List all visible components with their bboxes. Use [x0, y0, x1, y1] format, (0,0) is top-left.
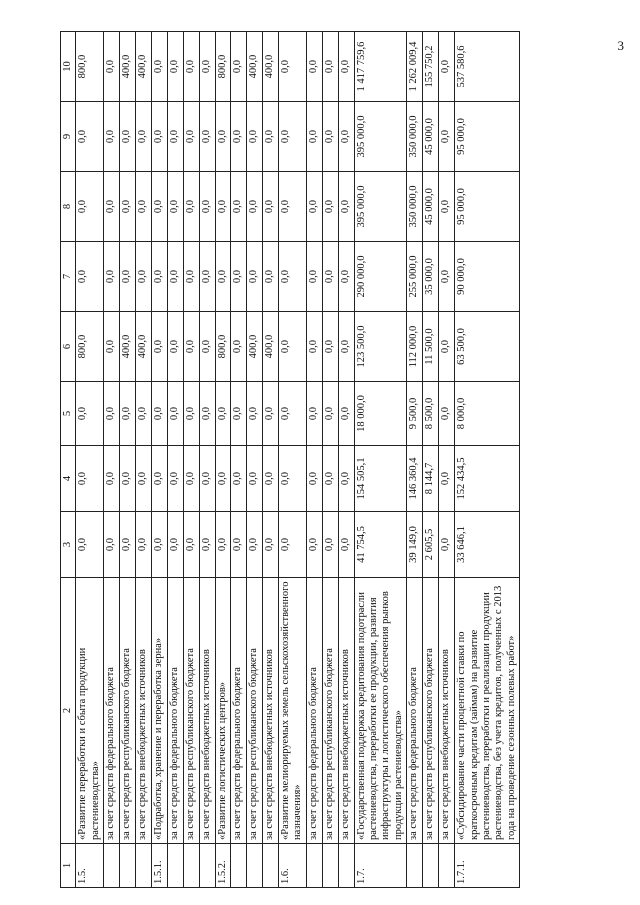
- value-cell: 0,0: [246, 172, 262, 242]
- value-cell: 45 000,0: [423, 102, 439, 172]
- row-number: [136, 844, 152, 888]
- value-cell: 0,0: [199, 312, 215, 382]
- table-row-source: [246, 32, 262, 888]
- table-row-source: [338, 32, 354, 888]
- value-cell: 0,0: [183, 382, 199, 446]
- table-row-source: [104, 32, 120, 888]
- value-cell: 0,0: [338, 512, 354, 578]
- value-cell: 2 605,5: [423, 512, 439, 578]
- header-cell: 3: [61, 512, 76, 578]
- row-name: «Государственная поддержка кредитования подотрасли растениеводства, переработки ее продукции, развития инфраструктуры и логистического обеспечения рынков продукции растениеводства»: [354, 578, 407, 844]
- value-cell: 0,0: [215, 446, 230, 512]
- value-cell: 0,0: [76, 242, 104, 312]
- row-number: [407, 844, 423, 888]
- value-cell: 350 000,0: [407, 102, 423, 172]
- value-cell: 0,0: [278, 32, 306, 102]
- value-cell: 0,0: [167, 102, 183, 172]
- row-name: «Подработка, хранение и переработка зерна»: [152, 578, 167, 844]
- row-name: «Развитие мелиорируемых земель сельскохозяйственного назначения»: [278, 578, 306, 844]
- value-cell: 0,0: [104, 242, 120, 312]
- value-cell: 0,0: [152, 102, 167, 172]
- value-cell: 0,0: [246, 446, 262, 512]
- row-name: за счет средств федерального бюджета: [306, 578, 322, 844]
- row-name: за счет средств республиканского бюджета: [322, 578, 338, 844]
- value-cell: 0,0: [152, 512, 167, 578]
- value-cell: 8 144,7: [423, 446, 439, 512]
- value-cell: 400,0: [246, 32, 262, 102]
- header-cell: 9: [61, 102, 76, 172]
- value-cell: 0,0: [183, 242, 199, 312]
- value-cell: 400,0: [262, 312, 278, 382]
- value-cell: 0,0: [262, 446, 278, 512]
- row-number: [104, 844, 120, 888]
- table-row-source: [407, 32, 423, 888]
- value-cell: 0,0: [76, 382, 104, 446]
- value-cell: 0,0: [183, 446, 199, 512]
- value-cell: 0,0: [338, 446, 354, 512]
- row-name: за счет средств внебюджетных источников: [338, 578, 354, 844]
- value-cell: 41 754,5: [354, 512, 407, 578]
- value-cell: 0,0: [120, 242, 136, 312]
- row-name: за счет средств внебюджетных источников: [262, 578, 278, 844]
- value-cell: 0,0: [278, 382, 306, 446]
- value-cell: 0,0: [136, 382, 152, 446]
- row-number: 1.6.: [278, 844, 306, 888]
- row-name: за счет средств внебюджетных источников: [136, 578, 152, 844]
- value-cell: 8 000,0: [455, 382, 520, 446]
- value-cell: 0,0: [306, 446, 322, 512]
- value-cell: 800,0: [215, 312, 230, 382]
- value-cell: 0,0: [246, 382, 262, 446]
- value-cell: 0,0: [183, 102, 199, 172]
- value-cell: 0,0: [199, 446, 215, 512]
- value-cell: 1 417 759,6: [354, 32, 407, 102]
- value-cell: 0,0: [322, 172, 338, 242]
- value-cell: 0,0: [167, 512, 183, 578]
- row-name: за счет средств федерального бюджета: [167, 578, 183, 844]
- value-cell: 154 505,1: [354, 446, 407, 512]
- value-cell: 0,0: [230, 102, 246, 172]
- value-cell: 0,0: [167, 32, 183, 102]
- value-cell: 0,0: [306, 512, 322, 578]
- value-cell: 0,0: [120, 446, 136, 512]
- value-cell: 400,0: [246, 312, 262, 382]
- page-number: 3: [617, 38, 624, 53]
- value-cell: 0,0: [230, 512, 246, 578]
- row-number: [246, 844, 262, 888]
- row-number: [230, 844, 246, 888]
- value-cell: 800,0: [76, 312, 104, 382]
- rotated-document-area: [60, 32, 600, 888]
- header-cell: 1: [61, 844, 76, 888]
- value-cell: 0,0: [199, 172, 215, 242]
- budget-table: [60, 31, 520, 888]
- value-cell: 0,0: [230, 242, 246, 312]
- value-cell: 0,0: [306, 102, 322, 172]
- value-cell: 0,0: [152, 382, 167, 446]
- value-cell: 0,0: [278, 242, 306, 312]
- table-row-source: [183, 32, 199, 888]
- value-cell: 0,0: [136, 446, 152, 512]
- table-row-source: [322, 32, 338, 888]
- value-cell: 0,0: [322, 382, 338, 446]
- table-row-source: [230, 32, 246, 888]
- value-cell: 0,0: [230, 312, 246, 382]
- value-cell: 0,0: [167, 242, 183, 312]
- value-cell: 0,0: [439, 382, 455, 446]
- value-cell: 0,0: [322, 512, 338, 578]
- value-cell: 400,0: [262, 32, 278, 102]
- value-cell: 0,0: [439, 312, 455, 382]
- table-row-source: [136, 32, 152, 888]
- value-cell: 0,0: [199, 32, 215, 102]
- value-cell: 112 000,0: [407, 312, 423, 382]
- value-cell: 0,0: [230, 382, 246, 446]
- table-row-source: [120, 32, 136, 888]
- value-cell: 0,0: [104, 32, 120, 102]
- value-cell: 0,0: [76, 172, 104, 242]
- row-number: 1.7.: [354, 844, 407, 888]
- value-cell: 0,0: [152, 312, 167, 382]
- table-row-section: [278, 32, 306, 888]
- value-cell: 0,0: [338, 312, 354, 382]
- row-name: «Развитие переработки и сбыта продукции растениеводства»: [76, 578, 104, 844]
- value-cell: 0,0: [104, 382, 120, 446]
- value-cell: 39 149,0: [407, 512, 423, 578]
- value-cell: 0,0: [439, 32, 455, 102]
- value-cell: 0,0: [338, 32, 354, 102]
- value-cell: 0,0: [152, 172, 167, 242]
- value-cell: 400,0: [120, 32, 136, 102]
- value-cell: 0,0: [104, 102, 120, 172]
- row-number: 1.5.: [76, 844, 104, 888]
- value-cell: 155 750,2: [423, 32, 439, 102]
- value-cell: 400,0: [120, 312, 136, 382]
- value-cell: 0,0: [120, 102, 136, 172]
- value-cell: 0,0: [167, 172, 183, 242]
- value-cell: 152 434,5: [455, 446, 520, 512]
- value-cell: 8 500,0: [423, 382, 439, 446]
- row-number: 1.7.1.: [455, 844, 520, 888]
- value-cell: 0,0: [230, 172, 246, 242]
- value-cell: 0,0: [278, 312, 306, 382]
- value-cell: 0,0: [183, 312, 199, 382]
- row-name: за счет средств федерального бюджета: [230, 578, 246, 844]
- value-cell: 0,0: [104, 172, 120, 242]
- value-cell: 0,0: [167, 312, 183, 382]
- value-cell: 0,0: [199, 102, 215, 172]
- value-cell: 537 580,6: [455, 32, 520, 102]
- value-cell: 45 000,0: [423, 172, 439, 242]
- value-cell: 0,0: [183, 172, 199, 242]
- value-cell: 0,0: [262, 242, 278, 312]
- row-name: за счет средств республиканского бюджета: [246, 578, 262, 844]
- value-cell: 0,0: [120, 172, 136, 242]
- row-name: за счет средств федерального бюджета: [407, 578, 423, 844]
- value-cell: 800,0: [76, 32, 104, 102]
- value-cell: 95 000,0: [455, 102, 520, 172]
- value-cell: 0,0: [76, 102, 104, 172]
- value-cell: 0,0: [167, 446, 183, 512]
- value-cell: 0,0: [322, 242, 338, 312]
- row-number: [439, 844, 455, 888]
- row-number: [322, 844, 338, 888]
- row-name: «Развитие логистических центров»: [215, 578, 230, 844]
- header-cell: 2: [61, 578, 76, 844]
- table-row-source: [423, 32, 439, 888]
- value-cell: 290 000,0: [354, 242, 407, 312]
- value-cell: 400,0: [136, 32, 152, 102]
- table-row-source: [199, 32, 215, 888]
- value-cell: 0,0: [439, 242, 455, 312]
- value-cell: 123 500,0: [354, 312, 407, 382]
- value-cell: 0,0: [439, 512, 455, 578]
- value-cell: 0,0: [183, 32, 199, 102]
- value-cell: 0,0: [215, 102, 230, 172]
- value-cell: 0,0: [215, 382, 230, 446]
- row-number: 1.5.2.: [215, 844, 230, 888]
- row-name: за счет средств республиканского бюджета: [183, 578, 199, 844]
- value-cell: 0,0: [322, 446, 338, 512]
- table-row-section: [215, 32, 230, 888]
- value-cell: 0,0: [262, 512, 278, 578]
- row-number: [423, 844, 439, 888]
- value-cell: 0,0: [152, 242, 167, 312]
- value-cell: 0,0: [136, 242, 152, 312]
- value-cell: 35 000,0: [423, 242, 439, 312]
- value-cell: 0,0: [167, 382, 183, 446]
- table-row-source: [262, 32, 278, 888]
- value-cell: 0,0: [246, 512, 262, 578]
- row-number: [306, 844, 322, 888]
- value-cell: 0,0: [120, 382, 136, 446]
- value-cell: 395 000,0: [354, 172, 407, 242]
- value-cell: 146 360,4: [407, 446, 423, 512]
- value-cell: 0,0: [306, 32, 322, 102]
- row-number: [167, 844, 183, 888]
- value-cell: 0,0: [439, 102, 455, 172]
- row-name: «Субсидирование части процентной ставки по краткосрочным кредитам (займам) на развитие растениеводства, переработки и реализации продукции растениеводства, без учета кредитов, полученных с 2013 года на проведение сезонных полевых работ»: [455, 578, 520, 844]
- row-number: 1.5.1.: [152, 844, 167, 888]
- value-cell: 0,0: [338, 172, 354, 242]
- value-cell: 0,0: [120, 512, 136, 578]
- value-cell: 0,0: [306, 312, 322, 382]
- value-cell: 0,0: [338, 242, 354, 312]
- value-cell: 0,0: [104, 512, 120, 578]
- header-cell: 6: [61, 312, 76, 382]
- table-row-section: [354, 32, 407, 888]
- value-cell: 0,0: [215, 172, 230, 242]
- row-number: [199, 844, 215, 888]
- value-cell: 0,0: [76, 446, 104, 512]
- header-cell: 5: [61, 382, 76, 446]
- value-cell: 0,0: [246, 242, 262, 312]
- value-cell: 0,0: [306, 382, 322, 446]
- value-cell: 0,0: [322, 312, 338, 382]
- row-number: [120, 844, 136, 888]
- value-cell: 0,0: [439, 172, 455, 242]
- table-row-section: [455, 32, 520, 888]
- value-cell: 33 646,1: [455, 512, 520, 578]
- value-cell: 0,0: [76, 512, 104, 578]
- table-row-section: [76, 32, 104, 888]
- value-cell: 0,0: [262, 382, 278, 446]
- value-cell: 11 500,0: [423, 312, 439, 382]
- value-cell: 0,0: [152, 446, 167, 512]
- value-cell: 0,0: [338, 382, 354, 446]
- table-row-source: [167, 32, 183, 888]
- value-cell: 400,0: [136, 312, 152, 382]
- table-row-section: [152, 32, 167, 888]
- value-cell: 0,0: [199, 512, 215, 578]
- header-row: [61, 32, 76, 888]
- value-cell: 0,0: [199, 242, 215, 312]
- value-cell: 1 262 009,4: [407, 32, 423, 102]
- value-cell: 18 000,0: [354, 382, 407, 446]
- value-cell: 0,0: [136, 172, 152, 242]
- header-cell: 7: [61, 242, 76, 312]
- header-cell: 8: [61, 172, 76, 242]
- value-cell: 0,0: [322, 32, 338, 102]
- row-number: [183, 844, 199, 888]
- value-cell: 63 500,0: [455, 312, 520, 382]
- value-cell: 0,0: [104, 446, 120, 512]
- value-cell: 0,0: [230, 32, 246, 102]
- table-row-source: [306, 32, 322, 888]
- value-cell: 0,0: [278, 102, 306, 172]
- value-cell: 0,0: [199, 382, 215, 446]
- value-cell: 0,0: [104, 312, 120, 382]
- value-cell: 0,0: [262, 102, 278, 172]
- value-cell: 9 500,0: [407, 382, 423, 446]
- value-cell: 95 000,0: [455, 172, 520, 242]
- row-name: за счет средств республиканского бюджета: [120, 578, 136, 844]
- row-number: [262, 844, 278, 888]
- value-cell: 0,0: [262, 172, 278, 242]
- value-cell: 0,0: [322, 102, 338, 172]
- header-cell: 10: [61, 32, 76, 102]
- value-cell: 0,0: [230, 446, 246, 512]
- value-cell: 0,0: [136, 512, 152, 578]
- value-cell: 0,0: [306, 172, 322, 242]
- value-cell: 350 000,0: [407, 172, 423, 242]
- value-cell: 255 000,0: [407, 242, 423, 312]
- value-cell: 0,0: [278, 172, 306, 242]
- value-cell: 90 000,0: [455, 242, 520, 312]
- value-cell: 0,0: [152, 32, 167, 102]
- value-cell: 0,0: [338, 102, 354, 172]
- value-cell: 0,0: [183, 512, 199, 578]
- header-cell: 4: [61, 446, 76, 512]
- value-cell: 0,0: [439, 446, 455, 512]
- value-cell: 0,0: [278, 446, 306, 512]
- row-name: за счет средств внебюджетных источников: [439, 578, 455, 844]
- value-cell: 0,0: [306, 242, 322, 312]
- value-cell: 0,0: [215, 242, 230, 312]
- table-row-source: [439, 32, 455, 888]
- row-number: [338, 844, 354, 888]
- value-cell: 800,0: [215, 32, 230, 102]
- value-cell: 0,0: [136, 102, 152, 172]
- value-cell: 0,0: [278, 512, 306, 578]
- value-cell: 395 000,0: [354, 102, 407, 172]
- row-name: за счет средств внебюджетных источников: [199, 578, 215, 844]
- table-body: [76, 32, 520, 888]
- row-name: за счет средств республиканского бюджета: [423, 578, 439, 844]
- row-name: за счет средств федерального бюджета: [104, 578, 120, 844]
- value-cell: 0,0: [246, 102, 262, 172]
- value-cell: 0,0: [215, 512, 230, 578]
